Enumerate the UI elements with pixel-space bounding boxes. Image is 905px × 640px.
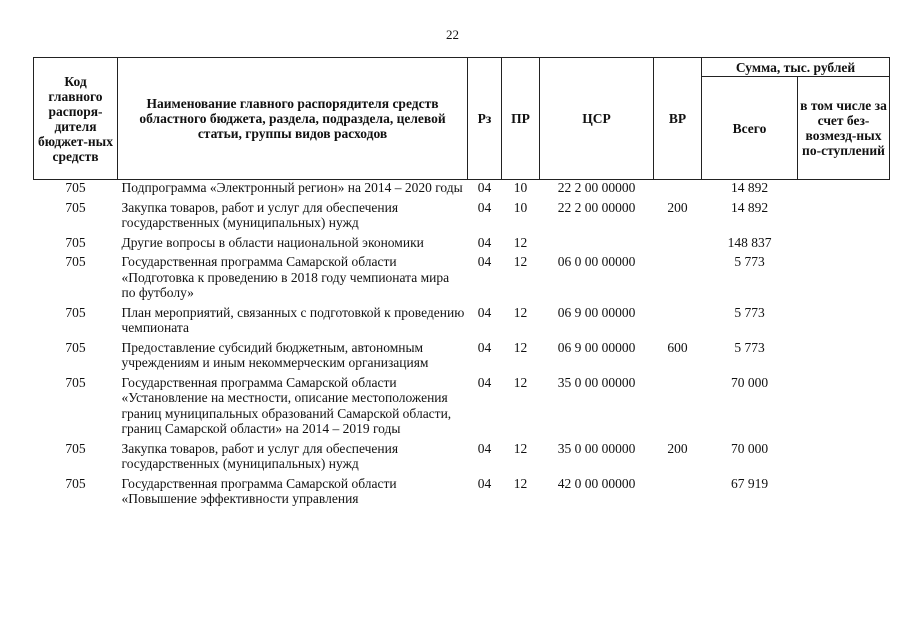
cell-total: 5 773 bbox=[734, 304, 765, 320]
cell-rz: 04 bbox=[477, 304, 492, 320]
cell-name: Другие вопросы в области национальной экономики bbox=[121, 234, 424, 250]
cell-vr: 600 bbox=[667, 339, 688, 355]
cell-vr bbox=[654, 375, 702, 441]
cell-code: 705 bbox=[65, 254, 86, 269]
cell-csr: 35 0 00 00000 bbox=[557, 374, 636, 390]
cell-total: 148 837 bbox=[727, 234, 772, 250]
cell-pr: 12 bbox=[513, 475, 528, 491]
cell-name: Государственная программа Самарской области «Установление на местности, описание местоположения границ муниципальных образований Самарской области, границ Самарской области» на 2014 – 2019 годы bbox=[121, 374, 452, 436]
cell-vr bbox=[654, 254, 702, 305]
cell-code: 705 bbox=[65, 440, 86, 456]
table-row bbox=[34, 235, 890, 255]
cell-csr: 42 0 00 00000 bbox=[557, 475, 636, 491]
cell-free bbox=[798, 305, 890, 340]
cell-pr: 12 bbox=[513, 304, 528, 320]
cell-total: 14 892 bbox=[730, 180, 769, 195]
cell-csr: 35 0 00 00000 bbox=[557, 440, 636, 456]
header-free-receipts: в том числе за счет без-возмезд-ных по-ступлений bbox=[798, 77, 890, 180]
table-row bbox=[34, 476, 890, 511]
table-row bbox=[34, 375, 890, 441]
cell-code: 705 bbox=[65, 475, 86, 491]
cell-pr: 12 bbox=[513, 234, 528, 250]
header-rz: Рз bbox=[468, 58, 502, 180]
cell-rz: 04 bbox=[477, 254, 492, 269]
cell-total: 67 919 bbox=[730, 475, 769, 491]
cell-pr: 10 bbox=[513, 180, 528, 195]
cell-free bbox=[798, 340, 890, 375]
cell-total: 5 773 bbox=[734, 254, 765, 269]
table-row bbox=[34, 180, 890, 200]
cell-free bbox=[798, 235, 890, 255]
cell-total: 70 000 bbox=[730, 374, 769, 390]
table-row bbox=[34, 441, 890, 476]
cell-rz: 04 bbox=[477, 440, 492, 456]
table-row bbox=[34, 200, 890, 235]
cell-code: 705 bbox=[65, 374, 86, 390]
table-body bbox=[34, 180, 890, 511]
header-code: Код главного распоря-дителя бюджет-ных средств bbox=[34, 58, 118, 180]
cell-pr: 10 bbox=[513, 199, 528, 215]
cell-rz: 04 bbox=[477, 234, 492, 250]
cell-rz: 04 bbox=[477, 199, 492, 215]
table-row bbox=[34, 305, 890, 340]
header-pr: ПР bbox=[502, 58, 540, 180]
cell-vr bbox=[654, 235, 702, 255]
cell-csr: 22 2 00 00000 bbox=[557, 180, 636, 195]
cell-csr: 06 9 00 00000 bbox=[557, 339, 636, 355]
cell-name: Подпрограмма «Электронный регион» на 2014 – 2020 годы bbox=[121, 180, 463, 195]
cell-name: Государственная программа Самарской области «Подготовка к проведению в 2018 году чемпионата мира по футболу» bbox=[121, 254, 450, 300]
table-row bbox=[34, 254, 890, 305]
cell-free bbox=[798, 200, 890, 235]
header-sum-group: Сумма, тыс. рублей bbox=[702, 58, 890, 77]
cell-free bbox=[798, 375, 890, 441]
cell-csr: 22 2 00 00000 bbox=[557, 199, 636, 215]
cell-total: 14 892 bbox=[730, 199, 769, 215]
budget-table bbox=[33, 57, 890, 511]
cell-pr: 12 bbox=[513, 440, 528, 456]
cell-rz: 04 bbox=[477, 475, 492, 491]
cell-vr bbox=[654, 305, 702, 340]
cell-name: Предоставление субсидий бюджетным, автономным учреждениям и иным некоммерческим организациям bbox=[121, 339, 429, 370]
cell-code: 705 bbox=[65, 234, 86, 250]
cell-total: 5 773 bbox=[734, 339, 765, 355]
cell-name: План мероприятий, связанных с подготовкой к проведению чемпионата bbox=[121, 304, 465, 335]
cell-code: 705 bbox=[65, 339, 86, 355]
cell-name: Государственная программа Самарской области «Повышение эффективности управления bbox=[121, 475, 397, 506]
header-vr: ВР bbox=[654, 58, 702, 180]
cell-vr bbox=[654, 476, 702, 511]
table-row bbox=[34, 340, 890, 375]
cell-vr: 200 bbox=[667, 199, 688, 215]
page-number: 22 bbox=[446, 27, 459, 42]
header-total: Всего bbox=[702, 77, 798, 180]
cell-free bbox=[798, 180, 890, 200]
cell-vr: 200 bbox=[667, 440, 688, 456]
cell-csr: 06 9 00 00000 bbox=[557, 304, 636, 320]
cell-code: 705 bbox=[65, 199, 86, 215]
cell-free bbox=[798, 441, 890, 476]
cell-code: 705 bbox=[65, 304, 86, 320]
cell-code: 705 bbox=[65, 180, 86, 195]
cell-name: Закупка товаров, работ и услуг для обеспечения государственных (муниципальных) нужд bbox=[121, 440, 399, 471]
cell-vr bbox=[654, 180, 702, 200]
cell-csr: 06 0 00 00000 bbox=[557, 254, 636, 269]
cell-pr: 12 bbox=[513, 339, 528, 355]
cell-rz: 04 bbox=[477, 180, 492, 195]
header-name: Наименование главного распорядителя средств областного бюджета, раздела, подраздела, целевой статьи, группы видов расходов bbox=[118, 58, 468, 180]
cell-total: 70 000 bbox=[730, 440, 769, 456]
cell-free bbox=[798, 254, 890, 305]
cell-name: Закупка товаров, работ и услуг для обеспечения государственных (муниципальных) нужд bbox=[121, 199, 399, 230]
cell-pr: 12 bbox=[513, 254, 528, 269]
header-csr: ЦСР bbox=[540, 58, 654, 180]
cell-free bbox=[798, 476, 890, 511]
cell-csr bbox=[540, 235, 654, 255]
cell-rz: 04 bbox=[477, 339, 492, 355]
cell-pr: 12 bbox=[513, 374, 528, 390]
cell-rz: 04 bbox=[477, 374, 492, 390]
